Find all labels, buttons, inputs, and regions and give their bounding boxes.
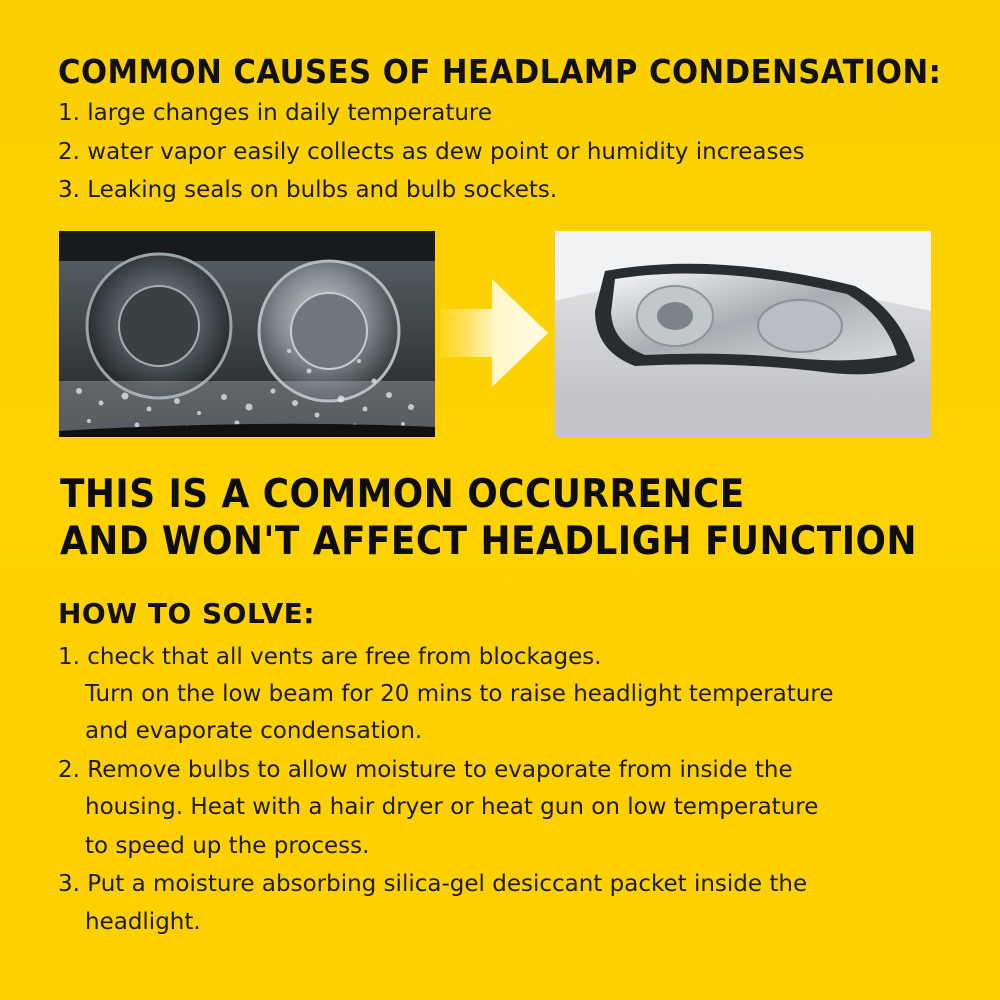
solve-line-2: Turn on the low beam for 20 mins to raise headlight temperature [85,681,834,707]
solve-line-5: housing. Heat with a hair dryer or heat gun on low temperature [85,794,819,820]
solve-line-6: to speed up the process. [85,833,370,859]
clear-headlamp-image [555,231,931,437]
solve-title: HOW TO SOLVE: [58,597,315,630]
cause-item-2: 2. water vapor easily collects as dew point or humidity increases [58,139,805,165]
cause-item-3: 3. Leaking seals on bulbs and bulb sockets. [58,177,558,203]
notice-line-2: AND WON'T AFFECT HEADLIGH FUNCTION [60,519,918,564]
solve-line-7: 3. Put a moisture absorbing silica-gel desiccant packet inside the [58,871,808,897]
solve-line-3: and evaporate condensation. [85,718,423,744]
solve-line-4: 2. Remove bulbs to allow moisture to evaporate from inside the [58,757,793,783]
solve-line-8: headlight. [85,909,201,935]
fogged-headlamp-image [59,231,435,437]
cause-item-1: 1. large changes in daily temperature [58,100,493,126]
clear-headlamp-photo [555,231,931,437]
causes-title: COMMON CAUSES OF HEADLAMP CONDENSATION: [58,52,942,91]
fogged-headlamp-photo [59,231,435,437]
right-arrow-icon [440,279,550,387]
notice-line-1: THIS IS A COMMON OCCURRENCE [60,472,745,517]
solve-line-1: 1. check that all vents are free from blockages. [58,644,602,670]
